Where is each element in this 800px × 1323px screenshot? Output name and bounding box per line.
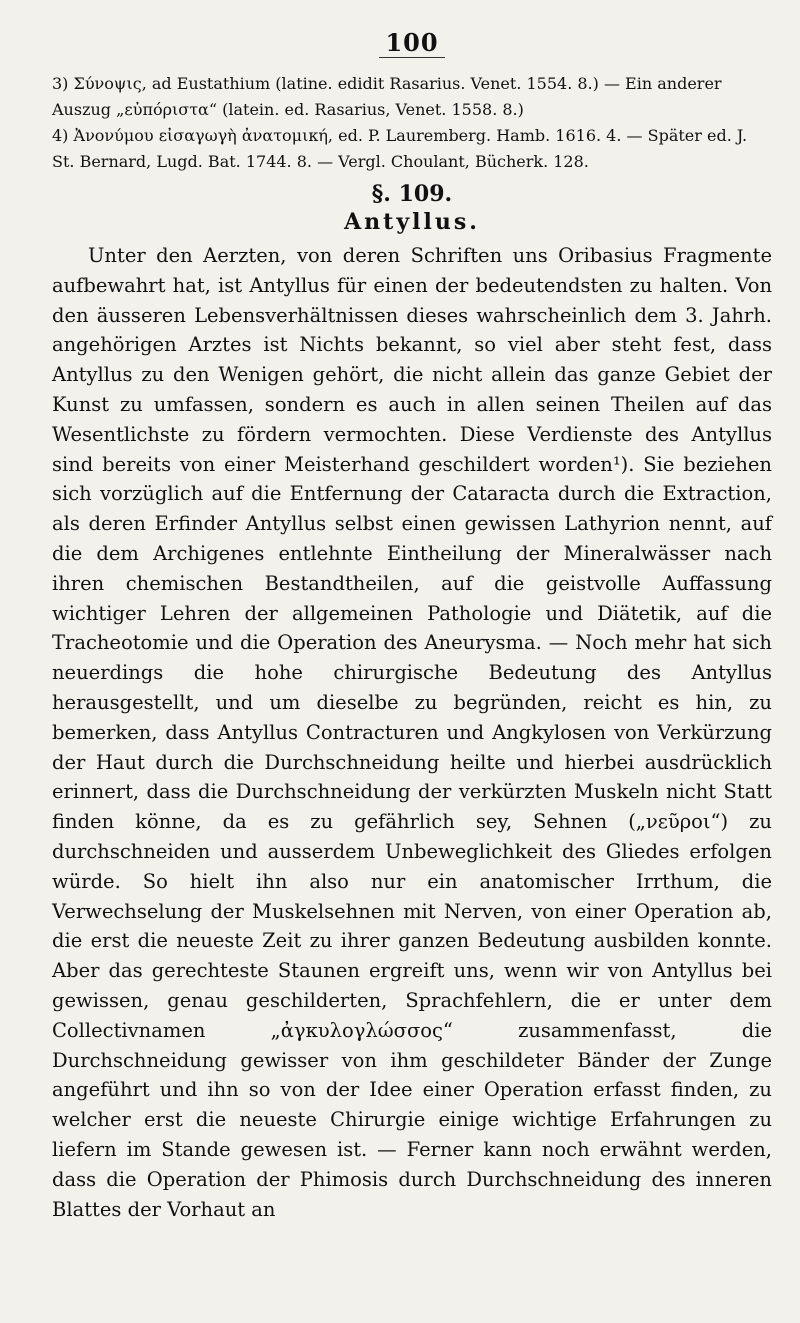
references <box>52 71 772 175</box>
reference-4: 4) Ἀνονύμου εἰσαγωγὴ ἀνατομική, ed. P. Lauremberg. Hamb. 1616. 4. — Später ed. J. St. Bernard, Lugd. Bat. 1744. 8. — Vergl. Choulant, Bücherk. 128. <box>52 126 748 171</box>
page-number-text: 100 <box>379 28 444 58</box>
section-title: Antyllus. <box>344 209 480 235</box>
page-number <box>52 28 772 57</box>
reference-3: 3) Σύνοψις, ad Eustathium (latine. edidit Rasarius. Venet. 1554. 8.) — Ein anderer Auszug „εὐπόριστα“ (latein. ed. Rasarius, Venet. 1558. 8.) <box>52 74 722 119</box>
body-paragraph: Unter den Aerzten, von deren Schriften uns Oribasius Fragmente aufbewahrt hat, ist Antyllus für einen der bedeutendsten zu halten. Von den äusseren Lebensverhältnissen dieses wahrscheinlich dem 3. Jahrh. angehörigen Arztes ist Nichts bekannt, so viel aber steht fest, dass Antyllus zu den Wenigen gehört, die nicht allein das ganze Gebiet der Kunst zu umfassen, sondern es auch in allen seinen Theilen auf das Wesentlichste zu fördern vermochten. Diese Verdienste des Antyllus sind bereits von einer Meisterhand geschildert worden¹). Sie beziehen sich vorzüglich auf die Entfernung der Cataracta durch die Extraction, als deren Erfinder Antyllus selbst einen gewissen Lathyrion nennt, auf die dem Archigenes entlehnte Eintheilung der Mineralwässer nach ihren chemischen Bestandtheilen, auf die geistvolle Auffassung wichtiger Lehren der allgemeinen Pathologie und Diätetik, auf die Tracheotomie und die Operation des Aneurysma. — Noch mehr hat sich neuerdings die hohe chirurgische Bedeutung des Antyllus herausgestellt, und um dieselbe zu begründen, reicht es hin, zu bemerken, dass Antyllus Contracturen und Angkylosen von Verkürzung der Haut durch die Durchschneidung heilte und hierbei ausdrücklich erinnert, dass die Durchschneidung der verkürzten Muskeln nicht Statt finden könne, da es zu gefährlich sey, Sehnen („νεῦροι“) zu durchschneiden und ausserdem Unbeweglichkeit des Gliedes erfolgen würde. So hielt ihn also nur ein anatomischer Irrthum, die Verwechselung der Muskelsehnen mit Nerven, von einer Operation ab, die erst die neueste Zeit zu ihrer ganzen Bedeutung ausbilden konnte. Aber das gerechteste Staunen ergreift uns, wenn wir von Antyllus bei gewissen, genau geschilderten, Sprachfehlern, die er unter dem Collectivnamen „ἀγκυλογλώσσος“ zusammenfasst, die Durchschneidung gewisser von ihm geschildeter Bänder der Zunge angeführt und ihn so von der Idee einer Operation erfasst finden, zu welcher erst die neueste Chirurgie einige wichtige Erfahrungen zu liefern im Stande gewesen ist. — Ferner kann noch erwähnt werden, dass die Operation der Phimosis durch Durchschneidung des inneren Blattes der Vorhaut an <box>52 244 772 1221</box>
section-number: §. 109. <box>371 181 453 207</box>
